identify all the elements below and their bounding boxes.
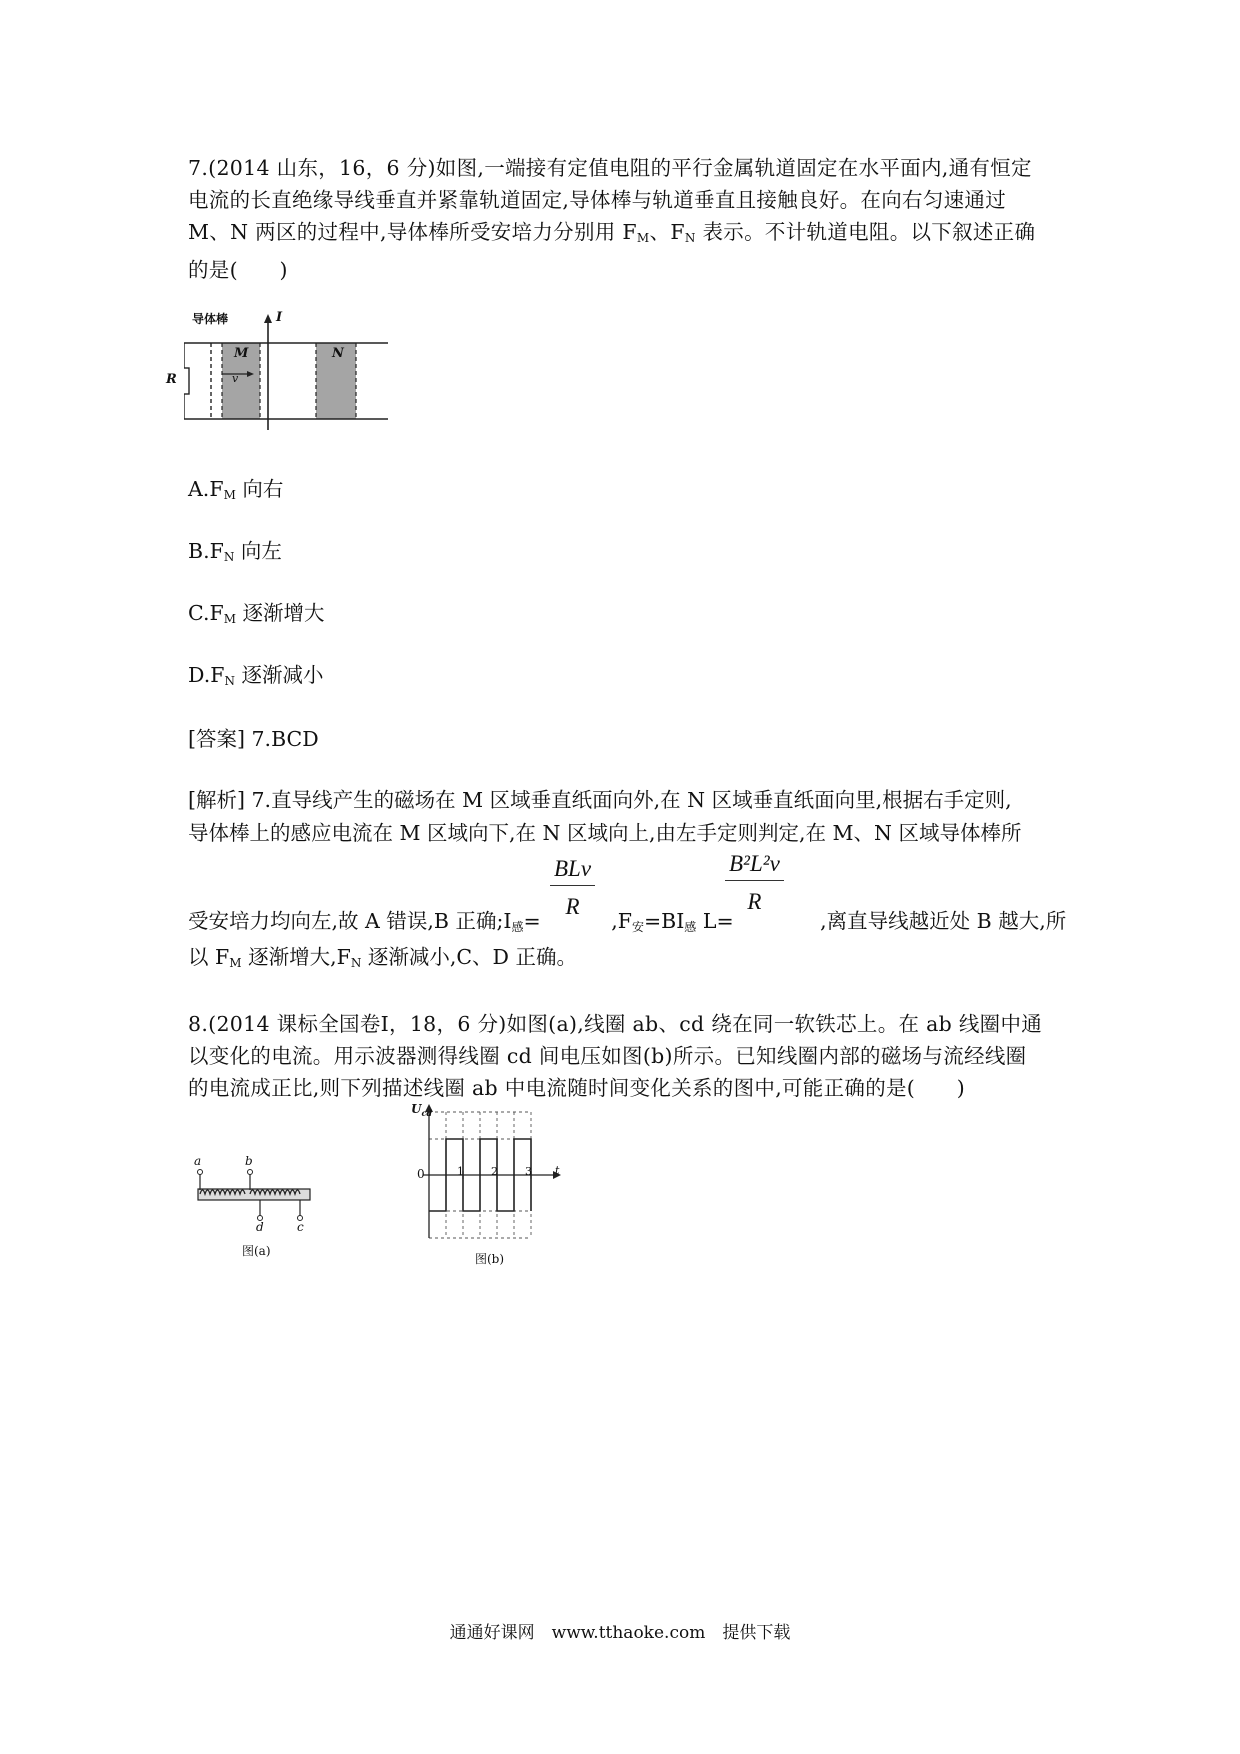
- resistor-label: R: [166, 372, 177, 387]
- option-c: $C.F_M$ 逐渐增大: [188, 601, 325, 626]
- voltage-figure-b: [405, 1100, 565, 1265]
- region-m-label: M: [234, 346, 249, 361]
- q7-stem-line: 7.(2014 山东，16，6 分)如图,一端接有定值电阻的平行金属轨道固定在水平面内,通有恒定: [188, 156, 1032, 180]
- fraction-numerator: B²L²v: [725, 851, 784, 881]
- q7-stem-line: M、N 两区的过程中,导体棒所受安培力分别用 $F_M$、$F_N$ 表示。不计轨道电阻。以下叙述正确: [188, 220, 1036, 245]
- resistor: [184, 368, 189, 394]
- x-tick-label: 3: [525, 1165, 532, 1178]
- terminal-d-label: d: [256, 1220, 264, 1234]
- analysis-line-1: [解析] 7.直导线产生的磁场在 M 区域垂直纸面向外,在 N 区域垂直纸面向里,根据右手定则,: [188, 788, 1012, 812]
- terminal-c-label: c: [297, 1220, 304, 1234]
- q7-stem-line: 的是( ): [188, 258, 288, 282]
- figure-a-caption: 图(a): [242, 1244, 271, 1258]
- option-b: $B.F_N$ 向左: [188, 539, 282, 564]
- velocity-label: v: [232, 372, 239, 385]
- q8-stem-line: 以变化的电流。用示波器测得线圈 cd 间电压如图(b)所示。已知线圈内部的磁场与流经线圈: [188, 1044, 1027, 1068]
- origin-label: 0: [417, 1167, 425, 1181]
- q7-stem-line: 电流的长直绝缘导线垂直并紧靠轨道固定,导体棒与轨道垂直且接触良好。在向右匀速通过: [188, 188, 1007, 212]
- region-n-label: N: [332, 346, 344, 361]
- fraction-numerator: BLv: [550, 856, 595, 886]
- x-tick-label: 1: [457, 1165, 464, 1178]
- q7-rail-figure: [166, 310, 388, 432]
- terminal-b-label: b: [245, 1154, 253, 1168]
- coil-figure-a: [190, 1154, 320, 1258]
- analysis-line-2: 导体棒上的感应电流在 M 区域向下,在 N 区域向上,由左手定则判定,在 M、N 区域导体棒所: [188, 821, 1022, 845]
- ucd-chart: [405, 1100, 565, 1265]
- bar-label: 导体棒: [192, 312, 229, 326]
- x-tick-label: 2: [491, 1165, 498, 1178]
- current-arrow: [264, 314, 272, 323]
- fraction-denominator: R: [747, 889, 762, 914]
- current-label: I: [276, 310, 283, 325]
- analysis-line-4: 以 $F_M$ 逐渐增大$,F_N$ 逐渐减小,C、D 正确。: [188, 945, 578, 970]
- terminal-a-label: a: [194, 1154, 202, 1168]
- option-a: $A.F_M$ 向右: [188, 477, 284, 502]
- fraction-denominator: R: [565, 894, 580, 919]
- q7-stem: [188, 152, 1068, 286]
- q8-stem-line: 8.(2014 课标全国卷Ⅰ，18，6 分)如图(a),线圈 ab、cd 绕在同一软铁芯上。在 ab 线圈中通: [188, 1012, 1043, 1036]
- page-footer: 通通好课网 www.tthaoke.com 提供下载: [449, 1623, 791, 1643]
- option-d: $D.F_N$ 逐渐减小: [188, 663, 324, 688]
- q8-stem: [188, 1008, 1068, 1104]
- figure-b-caption: 图(b): [475, 1252, 505, 1266]
- answer-line: [答案] 7.BCD: [188, 727, 319, 751]
- x-axis-label: t: [555, 1164, 560, 1177]
- q8-stem-line: 的电流成正比,则下列描述线圈 ab 中电流随时间变化关系的图中,可能正确的是( ): [188, 1076, 966, 1100]
- y-axis-label: $U_{cd}$: [411, 1102, 432, 1118]
- analysis-line-3: 受安培力均向左,故 A 错误,B 正确$;I_感= ,F_安=BI_感$ L= ,离直导线越近处 B 越大,所: [188, 909, 1067, 934]
